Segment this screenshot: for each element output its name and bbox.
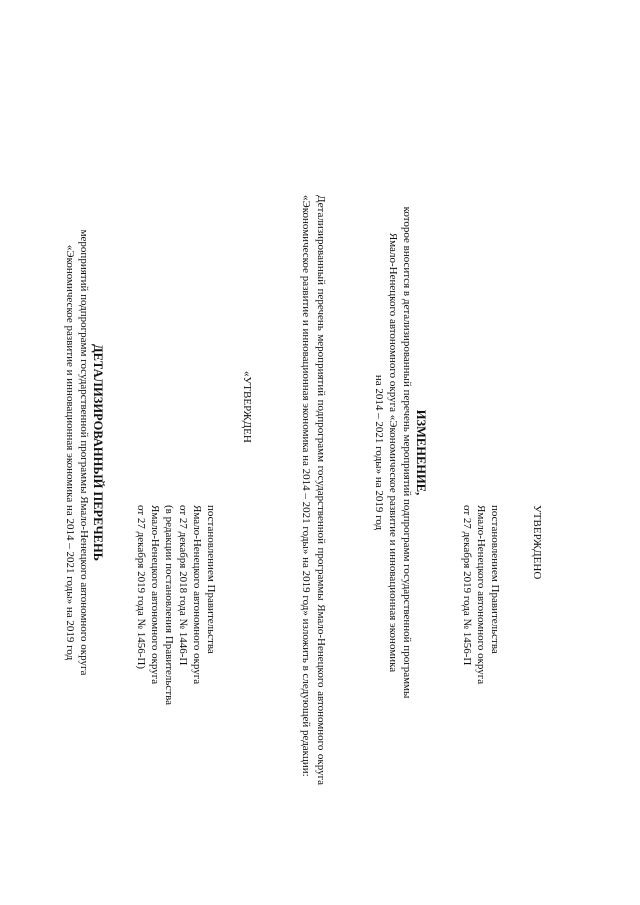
change-title: ИЗМЕНЕНИЕ, [414, 409, 428, 496]
approval-line: от 27 декабря 2019 года № 1456-П [461, 505, 473, 666]
approval-line: от 27 декабря 2019 года № 1456-П) [135, 505, 147, 670]
approval-heading: УТВЕРЖДЕНО [531, 505, 543, 580]
approval-heading: «УТВЕРЖДЕН [241, 371, 253, 443]
approval-stamp-2 [134, 371, 254, 706]
approval-line: постановлением Правительства [489, 505, 501, 654]
detailed-list-subtitle-line: мероприятий подпрограмм государственной программы Ямало-Ненецкого автономного округа [78, 229, 90, 676]
detailed-list-heading-block [63, 0, 105, 905]
approval-line: Ямало-Ненецкого автономного округа [475, 505, 487, 685]
change-subtitle-line: которое вносится в детализированный перечень мероприятий подпрограмм государственной программы [401, 206, 413, 699]
change-subtitle-line: на 2014 – 2021 годы» на 2019 год [373, 374, 385, 531]
approval-stamp-1 [460, 505, 544, 684]
approval-line: Ямало-Ненецкого автономного округа [149, 505, 161, 685]
detailed-list-subtitle-line: «Экономическое развитие и инновационная экономика на 2014 – 2021 годы» на 2019 год [64, 244, 76, 661]
approval-line: от 27 декабря 2018 года № 1446-П [177, 505, 189, 666]
change-subtitle-line: Ямало-Ненецкого автономного округа «Экономическое развитие и инновационная экономика [387, 232, 399, 673]
approval-line: (в редакции постановления Правительства [163, 505, 175, 706]
change-paragraph: Детализированный перечень мероприятий подпрограмм государственной программы Ямало-Ненецкого автономного округа «Экономическое развитие и инновационная экономика на 2014 – 2021 годы» на 2019 год» изложить в следующей редакции: [300, 195, 327, 785]
detailed-list-title: ДЕТАЛИЗИРОВАННЫЙ ПЕРЕЧЕНЬ [91, 344, 105, 561]
approval-line: Ямало-Ненецкого автономного округа [191, 505, 203, 685]
change-heading-block [372, 0, 428, 905]
approval-line: постановлением Правительства [205, 505, 217, 654]
